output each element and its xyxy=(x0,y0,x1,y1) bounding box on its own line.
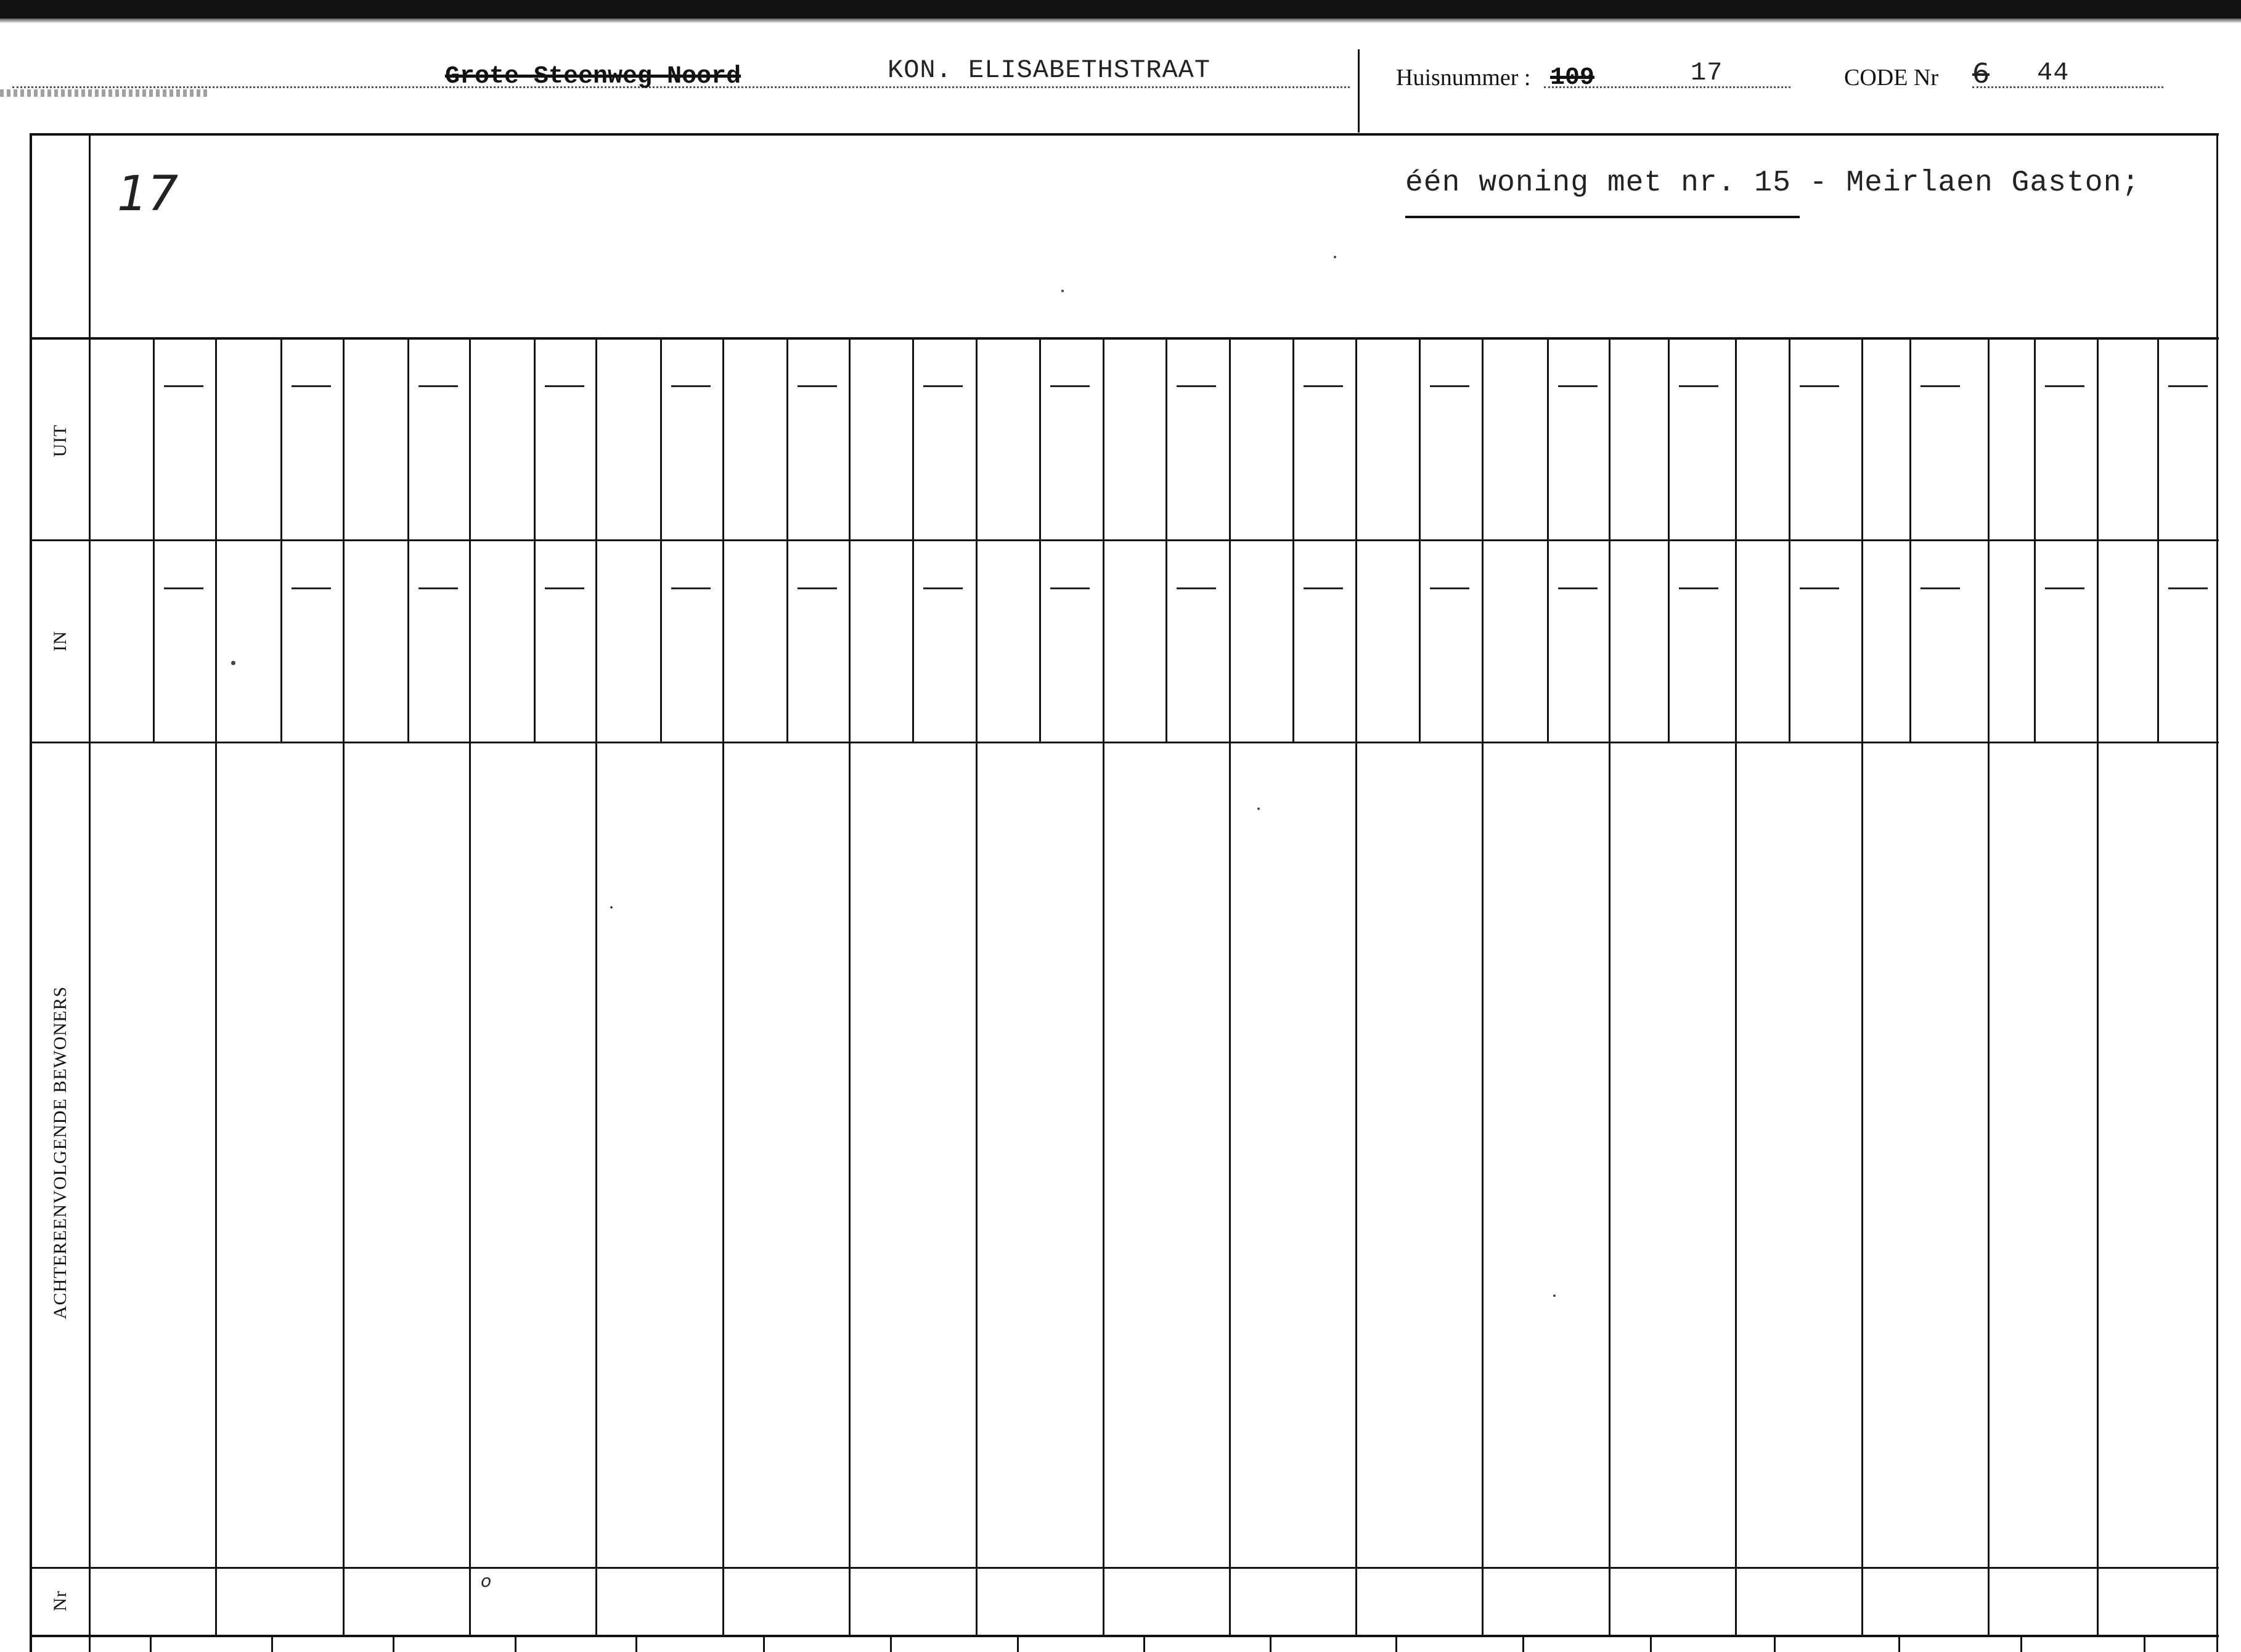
entry-dash xyxy=(1177,385,1216,387)
sub-column-line xyxy=(153,338,155,742)
entry-dash xyxy=(671,385,711,387)
entry-dash xyxy=(923,587,963,589)
label-out: UIT xyxy=(50,424,70,457)
entry-dash xyxy=(1177,587,1216,589)
code-label: CODE Nr xyxy=(1844,65,1939,91)
sub-column-line xyxy=(912,338,914,742)
street-name: KON. ELISABETHSTRAAT xyxy=(888,55,1211,85)
bottom-tick xyxy=(1774,1637,1776,1652)
house-number: 17 xyxy=(1691,58,1723,88)
bottom-tick xyxy=(30,1637,31,1652)
sub-column-line xyxy=(407,338,409,742)
sub-column-line xyxy=(1292,338,1294,742)
entry-dash xyxy=(1921,385,1960,387)
sub-column-line xyxy=(1789,338,1790,742)
entry-dash xyxy=(1050,587,1090,589)
entry-dash xyxy=(2045,587,2084,589)
entry-dash xyxy=(545,385,584,387)
entry-dash xyxy=(1800,385,1839,387)
scan-speck xyxy=(1257,808,1260,810)
sub-column-line xyxy=(786,338,788,742)
entry-dash xyxy=(1679,385,1718,387)
entry-dash xyxy=(2168,587,2208,589)
sub-column-line xyxy=(1165,338,1167,742)
entry-dash xyxy=(1558,385,1598,387)
entry-dash xyxy=(2168,385,2208,387)
bottom-tick xyxy=(1898,1637,1900,1652)
street-name-struck: Grote Steenweg Noord xyxy=(445,63,741,91)
scan-speck xyxy=(610,906,613,909)
column-line xyxy=(976,338,978,1637)
entry-dash xyxy=(1800,587,1839,589)
column-line xyxy=(849,338,851,1637)
column-line xyxy=(595,338,597,1637)
entry-dash xyxy=(418,587,458,589)
entry-dash xyxy=(292,385,331,387)
column-line xyxy=(1609,338,1610,1637)
sub-column-line xyxy=(660,338,662,742)
code-number: 44 xyxy=(2037,58,2070,88)
bottom-tick xyxy=(1143,1637,1145,1652)
entry-dash xyxy=(671,587,711,589)
scan-speck xyxy=(231,661,235,665)
bottom-tick xyxy=(1270,1637,1272,1652)
bottom-tick xyxy=(890,1637,892,1652)
entry-dash xyxy=(1430,385,1469,387)
bottom-tick xyxy=(1017,1637,1019,1652)
column-line xyxy=(1355,338,1357,1637)
bottom-tick xyxy=(393,1637,394,1652)
column-line xyxy=(722,338,724,1637)
entry-dash xyxy=(1430,587,1469,589)
bottom-tick xyxy=(2144,1637,2145,1652)
bottom-tick xyxy=(2020,1637,2022,1652)
handwritten-number: 17 xyxy=(117,166,179,222)
entry-dash xyxy=(1304,385,1343,387)
bottom-tick xyxy=(1395,1637,1397,1652)
bottom-tick xyxy=(763,1637,765,1652)
sub-column-line xyxy=(1909,338,1911,742)
entry-dash xyxy=(418,385,458,387)
column-line xyxy=(2097,338,2099,1637)
sub-column-line xyxy=(1419,338,1421,742)
sub-column-line xyxy=(2157,338,2159,742)
entry-dash xyxy=(545,587,584,589)
label-residents: ACHTEREENVOLGENDE BEWONERS xyxy=(50,986,70,1320)
entry-dash xyxy=(1558,587,1598,589)
entry-dash xyxy=(1050,385,1090,387)
bottom-tick xyxy=(515,1637,516,1652)
label-in: IN xyxy=(50,631,70,652)
entry-dash xyxy=(164,385,203,387)
entry-dash xyxy=(292,587,331,589)
bottom-tick xyxy=(1522,1637,1524,1652)
scan-speck xyxy=(1553,1294,1556,1297)
house-number-struck: 109 xyxy=(1550,64,1595,92)
column-line xyxy=(1229,338,1231,1637)
entry-dash xyxy=(2045,385,2084,387)
bottom-tick xyxy=(1650,1637,1652,1652)
sub-column-line xyxy=(534,338,536,742)
column-line xyxy=(1482,338,1484,1637)
remark-text: één woning met nr. 15 - Meirlaen Gaston; xyxy=(1405,166,2141,200)
entry-dash xyxy=(798,587,837,589)
sub-column-line xyxy=(1668,338,1670,742)
column-line xyxy=(1988,338,1990,1637)
column-line xyxy=(1103,338,1104,1637)
entry-dash xyxy=(798,385,837,387)
code-struck: 6 xyxy=(1972,58,1990,89)
column-line xyxy=(343,338,345,1637)
entry-dash xyxy=(1304,587,1343,589)
house-number-label: Huisnummer : xyxy=(1396,65,1531,91)
bottom-tick xyxy=(635,1637,637,1652)
entry-dash xyxy=(1921,587,1960,589)
stray-circle-mark: o xyxy=(481,1571,492,1591)
scan-speck xyxy=(1061,290,1064,292)
sub-column-line xyxy=(1039,338,1041,742)
bottom-tick xyxy=(271,1637,273,1652)
sub-column-line xyxy=(2034,338,2036,742)
label-number: Nr xyxy=(50,1590,70,1611)
column-line xyxy=(215,338,217,1637)
column-line xyxy=(1735,338,1737,1637)
column-line xyxy=(1861,338,1863,1637)
sub-column-line xyxy=(1547,338,1549,742)
column-line xyxy=(469,338,471,1637)
scan-speck xyxy=(1334,256,1336,258)
entry-dash xyxy=(923,385,963,387)
bottom-tick xyxy=(150,1637,152,1652)
sub-column-line xyxy=(280,338,282,742)
entry-dash xyxy=(164,587,203,589)
entry-dash xyxy=(1679,587,1718,589)
